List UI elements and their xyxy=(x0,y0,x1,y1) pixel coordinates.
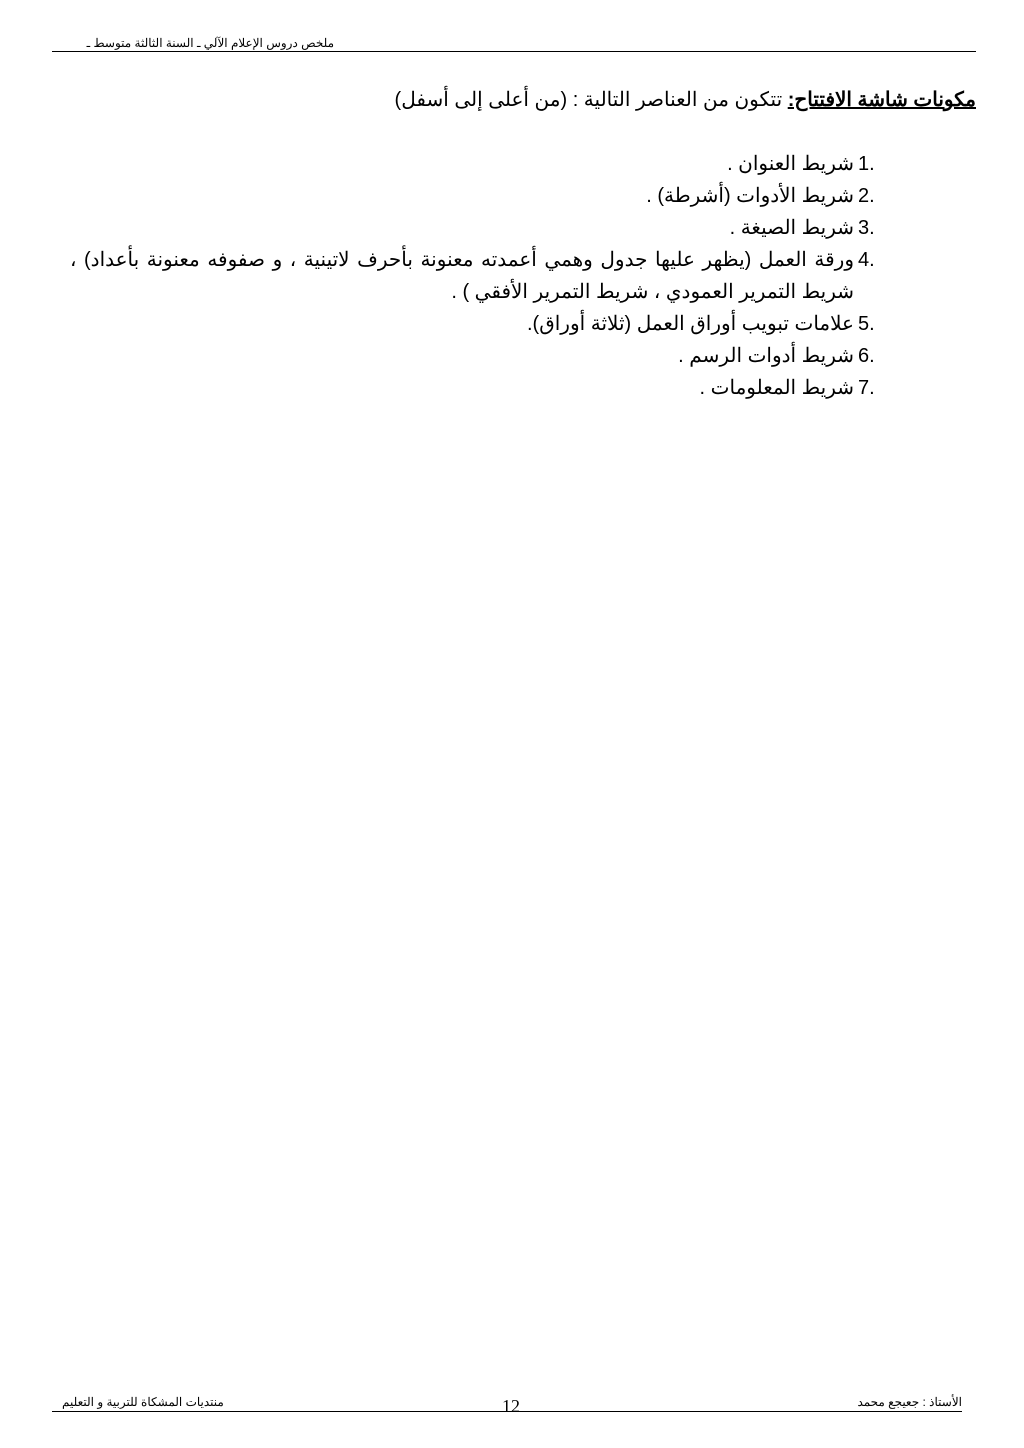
footer-teacher: الأستاذ : جعيجع محمد xyxy=(857,1395,962,1409)
item-number: 1. xyxy=(858,153,875,175)
item-text: شريط المعلومات . xyxy=(699,377,854,399)
item-text: ورقة العمل (يظهر عليها جدول وهمي أعمدته معنونة بأحرف لاتينية ، و صفوفه معنونة بأعداد) ، شريط التمرير العمودي ، شريط التمرير الأفقي ) . xyxy=(70,249,854,303)
item-text: شريط العنوان . xyxy=(727,153,854,175)
item-text: شريط أدوات الرسم . xyxy=(678,345,854,367)
list-item xyxy=(70,212,875,244)
item-text: شريط الصيغة . xyxy=(729,217,854,239)
list-item xyxy=(70,340,875,372)
page-number: 12 xyxy=(502,1396,520,1416)
item-number: 4. xyxy=(858,249,875,271)
components-list xyxy=(70,148,875,404)
header-divider xyxy=(52,51,976,52)
list-item xyxy=(70,372,875,404)
item-number: 7. xyxy=(858,377,875,399)
list-item xyxy=(70,308,875,340)
section-heading xyxy=(395,87,976,112)
list-item xyxy=(70,148,875,180)
item-number: 6. xyxy=(858,345,875,367)
footer-forum: منتديات المشكاة للتربية و التعليم xyxy=(62,1395,224,1409)
item-text: علامات تبويب أوراق العمل (ثلاثة أوراق). xyxy=(527,313,854,335)
item-number: 2. xyxy=(858,185,875,207)
footer-divider xyxy=(52,1411,962,1412)
item-number: 5. xyxy=(858,313,875,335)
section-subtitle: تتكون من العناصر التالية : (من أعلى إلى أسفل) xyxy=(394,89,788,111)
item-text: شريط الأدوات (أشرطة) . xyxy=(646,185,854,207)
section-title: مكونات شاشة الافتتاح: xyxy=(787,89,976,111)
item-number: 3. xyxy=(858,217,875,239)
list-item xyxy=(70,244,875,308)
list-item xyxy=(70,180,875,212)
page-header: ملخص دروس الإعلام الآلي ـ السنة الثالثة متوسط ـ xyxy=(86,36,334,50)
